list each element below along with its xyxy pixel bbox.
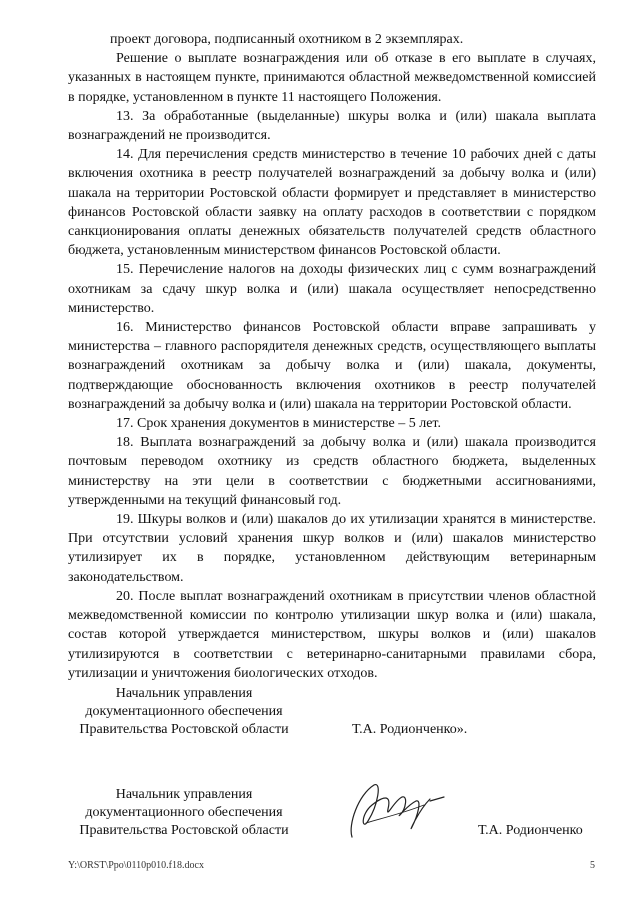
paragraph-17: 17. Срок хранения документов в министерстве – 5 лет. xyxy=(116,416,441,432)
page-number: 5 xyxy=(590,860,595,871)
paragraph-continuation: проект договора, подписанный охотником в 2 экземплярах. xyxy=(110,32,464,47)
signer-name-2: Т.А. Родионченко xyxy=(478,823,583,838)
signer-position-line3: Правительства Ростовской области xyxy=(79,722,289,737)
signer-position-line3: Правительства Ростовской области xyxy=(79,823,289,838)
signature-block-1-title xyxy=(68,685,300,739)
signer-position-line2: документационного обеспечения xyxy=(85,805,283,820)
paragraph-16: 16. Министерство финансов Ростовской области вправе запрашивать у министерства – главного распорядителя денежных средств, осуществляющего выплаты вознаграждений охотникам за добычу волка и (или) шакала, документы, подтверждающие обоснованность включения охотников в реестр получателей вознаграждений за добычу волка и (или) шакала на территории Ростовской области. xyxy=(68,320,596,412)
handwritten-signature-icon xyxy=(338,775,458,845)
signer-name-1: Т.А. Родионченко». xyxy=(352,722,468,737)
footer-file-path: Y:\ORST\Ppo\0110p010.f18.docx xyxy=(68,860,204,871)
paragraph-18: 18. Выплата вознаграждений за добычу волка и (или) шакала производится почтовым переводом охотнику из средств областного бюджета, выделенных министерству на эти цели в соответствии с бюджетными ассигнованиями, утвержденными на текущий финансовый год. xyxy=(68,435,596,508)
paragraph-decision: Решение о выплате вознаграждения или об отказе в его выплате в случаях, указанных в настоящем пункте, принимаются областной межведомственной комиссией в порядке, установленном в пункте 11 настоящего Положения. xyxy=(68,51,596,105)
paragraph-15: 15. Перечисление налогов на доходы физических лиц с сумм вознаграждений охотникам за сдачу шкур волка и (или) шакала осуществляет непосредственно министерство. xyxy=(68,262,596,316)
document-body xyxy=(68,30,596,683)
signature-block-2-title xyxy=(68,786,300,840)
signer-position-line2: документационного обеспечения xyxy=(85,704,283,719)
paragraph-13: 13. За обработанные (выделанные) шкуры волка и (или) шакала выплата вознаграждений не производится. xyxy=(68,108,596,144)
paragraph-19: 19. Шкуры волков и (или) шакалов до их утилизации хранятся в министерстве. При отсутствии условий хранения шкур волков и (или) шакалов министерство утилизирует их в порядке, установленном действующим ветеринарным законодательством. xyxy=(68,512,596,585)
signer-position-line1: Начальник управления xyxy=(115,787,253,802)
paragraph-14: 14. Для перечисления средств министерство в течение 10 рабочих дней с даты включения охотника в реестр получателей вознаграждений за добычу волка и (или) шакала на территории Ростовской области формирует и представляет в министерство финансов Ростовской области заявку на оплату расходов в соответствии с порядком санкционирования оплаты денежных обязательств получателей средств областного бюджета, установленным министерством финансов Ростовской области. xyxy=(68,147,596,259)
paragraph-20: 20. После выплат вознаграждений охотникам в присутствии членов областной межведомственной комиссии по контролю утилизации шкур волка и (или) шакала, состав которой утверждается министерством, шкуры волков и (или) шакалов утилизируются в соответствии с ветеринарно-санитарными правилами сбора, утилизации и уничтожения биологических отходов. xyxy=(68,588,596,681)
signer-position-line1: Начальник управления xyxy=(115,686,253,701)
